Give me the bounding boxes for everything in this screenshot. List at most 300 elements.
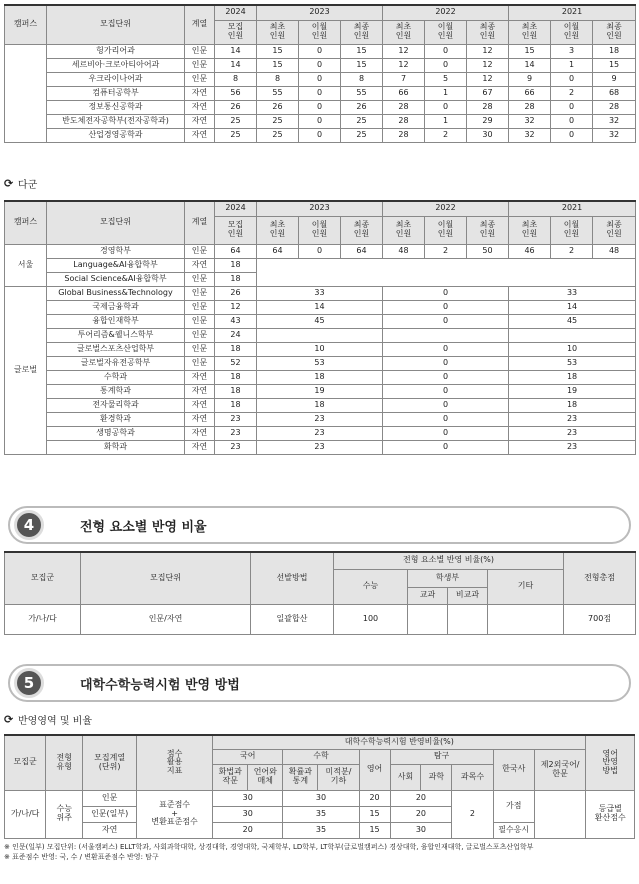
header-carry: 이월 인원 (425, 216, 467, 244)
s5-type: 수능 위주 (46, 790, 83, 838)
value-cell: 30 (467, 128, 509, 142)
value-2023: 19 (257, 384, 383, 398)
header-final: 최종 인원 (341, 216, 383, 244)
value-2024: 18 (215, 370, 257, 384)
s5-header-science: 과학 (421, 764, 452, 790)
value-cell: 9 (593, 72, 636, 86)
header-final: 최종 인원 (467, 216, 509, 244)
unit-cell: 헝가리어과 (47, 44, 185, 58)
s5-group: 가/나/다 (5, 790, 46, 838)
value-2023: 10 (257, 342, 383, 356)
value-cell: 28 (383, 128, 425, 142)
table-row (5, 384, 636, 398)
header-carry: 이월 인원 (299, 216, 341, 244)
footnote-2: ※ 표준점수 반영: 국, 수 / 변환표준점수 반영: 탐구 (4, 852, 159, 861)
s4-etc (488, 604, 564, 634)
track-cell: 자연 (185, 100, 215, 114)
value-2022: 0 (383, 286, 509, 300)
value-2024: 18 (215, 384, 257, 398)
blank-cell (257, 258, 636, 286)
value-cell: 12 (383, 44, 425, 58)
table-row (5, 342, 636, 356)
value-2021: 10 (509, 342, 636, 356)
value-cell: 1 (551, 58, 593, 72)
value-cell: 0 (551, 128, 593, 142)
campus-cell (5, 44, 47, 142)
value-cell: 48 (593, 244, 636, 258)
table-row (5, 300, 636, 314)
value-cell: 12 (467, 44, 509, 58)
s5-math: 30 (283, 790, 359, 806)
header-campus: 캠퍼스 (5, 201, 47, 244)
value-cell: 32 (509, 114, 551, 128)
value-cell: 9 (509, 72, 551, 86)
value-2024: 18 (215, 272, 257, 286)
value-cell: 15 (341, 58, 383, 72)
value-cell: 66 (383, 86, 425, 100)
track-cell: 인문 (185, 356, 215, 370)
value-cell: 14 (215, 44, 257, 58)
value-2023: 45 (257, 314, 383, 328)
table-row (5, 328, 636, 342)
s5-header-eng-method: 영어 반영 방법 (586, 735, 635, 790)
s5-history-1: 가점 (493, 790, 534, 822)
value-cell: 0 (425, 58, 467, 72)
unit-cell: 투어리즘&웰니스학부 (47, 328, 185, 342)
value-cell: 14 (509, 58, 551, 72)
s5-english: 15 (359, 806, 390, 822)
section4-banner (4, 506, 635, 544)
value-cell: 12 (467, 72, 509, 86)
value-cell: 0 (299, 128, 341, 142)
header-carry: 이월 인원 (551, 216, 593, 244)
header-2024: 2024 (215, 201, 257, 216)
value-cell: 28 (509, 100, 551, 114)
s5-header-history: 한국사 (493, 749, 534, 790)
track-cell: 자연 (185, 86, 215, 100)
table1-block (4, 4, 635, 143)
s5-header-math: 수학 (283, 749, 359, 764)
section5-number: 5 (14, 668, 44, 698)
value-cell: 32 (593, 128, 636, 142)
value-cell: 25 (341, 128, 383, 142)
s5-header-inquiry: 탐구 (390, 749, 493, 764)
value-cell: 32 (509, 128, 551, 142)
s5-header-k1: 화법과 작문 (213, 764, 248, 790)
value-cell: 66 (509, 86, 551, 100)
s4-header-total: 전형총점 (564, 552, 636, 604)
track-cell: 인문 (185, 244, 215, 258)
s5-inquiry: 20 (390, 806, 452, 822)
value-2024: 64 (215, 244, 257, 258)
value-2023: 23 (257, 426, 383, 440)
value-2024: 23 (215, 412, 257, 426)
track-cell: 인문 (185, 314, 215, 328)
header-2022: 2022 (383, 5, 509, 20)
s5-korean: 30 (213, 790, 283, 806)
value-cell: 8 (257, 72, 299, 86)
value-2024: 18 (215, 258, 257, 272)
value-cell: 0 (299, 72, 341, 86)
table-row (5, 440, 636, 454)
value-2022: 0 (383, 356, 509, 370)
table-row (5, 58, 636, 72)
value-2022: 0 (383, 342, 509, 356)
value-cell: 1 (425, 86, 467, 100)
header-final: 최종 인원 (341, 20, 383, 44)
value-cell: 0 (551, 100, 593, 114)
recruitment-history-table-2 (4, 200, 636, 455)
value-cell: 28 (467, 100, 509, 114)
value-cell: 64 (341, 244, 383, 258)
header-carry: 이월 인원 (299, 20, 341, 44)
track-cell: 인문 (185, 58, 215, 72)
header-unit: 모집단위 (47, 201, 185, 244)
value-2022: 0 (383, 370, 509, 384)
value-cell: 64 (257, 244, 299, 258)
section4-title: 전형 요소별 반영 비율 (80, 520, 207, 535)
value-2021: 18 (509, 398, 636, 412)
value-2024: 23 (215, 440, 257, 454)
s5-header-k2: 언어와 매체 (248, 764, 283, 790)
value-cell: 32 (593, 114, 636, 128)
refresh-arrow-icon: ⟳ (4, 712, 14, 726)
value-cell: 25 (215, 128, 257, 142)
header-2021: 2021 (509, 5, 636, 20)
table-row (5, 286, 636, 300)
s4-header-nonsubject: 비교과 (448, 587, 488, 604)
section-dagun-heading (4, 176, 635, 190)
value-2024: 26 (215, 286, 257, 300)
value-cell: 46 (509, 244, 551, 258)
value-cell: 48 (383, 244, 425, 258)
table-row (5, 356, 636, 370)
value-cell: 12 (467, 58, 509, 72)
s5-header-second-lang: 제2외국어/ 한문 (534, 749, 586, 790)
unit-cell: 글로벌자유전공학부 (47, 356, 185, 370)
value-cell: 0 (299, 86, 341, 100)
s5-header-group: 모집군 (5, 735, 46, 790)
s5-header-m2: 미적분/ 기하 (318, 764, 359, 790)
track-cell: 자연 (185, 114, 215, 128)
s4-header-ratio: 전형 요소별 반영 비율(%) (334, 552, 564, 569)
table-row (5, 426, 636, 440)
track-cell: 자연 (185, 128, 215, 142)
s4-header-unit: 모집단위 (81, 552, 251, 604)
s4-header-student-record: 학생부 (408, 569, 488, 587)
value-cell: 26 (257, 100, 299, 114)
table-row (5, 412, 636, 426)
value-cell: 25 (341, 114, 383, 128)
s4-header-subject: 교과 (408, 587, 448, 604)
header-carry: 이월 인원 (551, 20, 593, 44)
value-cell: 25 (215, 114, 257, 128)
unit-cell: 글로벌스포츠산업학부 (47, 342, 185, 356)
track-cell: 인문 (185, 272, 215, 286)
campus-global: 글로벌 (5, 286, 47, 454)
value-2024: 24 (215, 328, 257, 342)
track-cell: 자연 (185, 258, 215, 272)
section5-banner (4, 664, 635, 702)
header-2023: 2023 (257, 5, 383, 20)
s4-unit: 인문/자연 (81, 604, 251, 634)
value-2024: 23 (215, 426, 257, 440)
value-2021: 19 (509, 384, 636, 398)
value-cell: 2 (551, 86, 593, 100)
header-recruit: 모집 인원 (215, 20, 257, 44)
value-cell: 18 (593, 44, 636, 58)
value-2021: 23 (509, 426, 636, 440)
value-2024: 12 (215, 300, 257, 314)
value-2023: 53 (257, 356, 383, 370)
s5-header-score: 점수 활용 지표 (136, 735, 212, 790)
value-2024: 18 (215, 342, 257, 356)
s5-header-social: 사회 (390, 764, 421, 790)
selection-ratio-table (4, 551, 636, 635)
value-cell: 56 (215, 86, 257, 100)
value-cell: 8 (341, 72, 383, 86)
value-cell: 2 (425, 244, 467, 258)
header-2022: 2022 (383, 201, 509, 216)
value-cell: 0 (299, 58, 341, 72)
value-2023 (257, 328, 383, 342)
value-cell: 0 (299, 100, 341, 114)
s4-group: 가/나/다 (5, 604, 81, 634)
s4-nonsubject (448, 604, 488, 634)
unit-cell: Social Science&AI융합학부 (47, 272, 185, 286)
unit-cell: 화학과 (47, 440, 185, 454)
s5-eng-method: 등급별 환산점수 (586, 790, 635, 838)
unit-cell: 생명공학과 (47, 426, 185, 440)
table-row (5, 244, 636, 258)
unit-cell: 통계학과 (47, 384, 185, 398)
value-2021: 18 (509, 370, 636, 384)
recruitment-history-table-1 (4, 4, 636, 143)
header-recruit: 모집 인원 (215, 216, 257, 244)
value-cell: 26 (341, 100, 383, 114)
unit-cell: 전자물리학과 (47, 398, 185, 412)
header-2021: 2021 (509, 201, 636, 216)
s5-track: 인문(일부) (83, 806, 137, 822)
s4-subject (408, 604, 448, 634)
value-2022: 0 (383, 426, 509, 440)
value-2022: 0 (383, 398, 509, 412)
value-cell: 25 (257, 114, 299, 128)
value-cell: 14 (215, 58, 257, 72)
s5-header-ratio: 대학수학능력시험 반영비율(%) (213, 735, 586, 749)
section5-title: 대학수학능력시험 반영 방법 (80, 678, 240, 693)
s4-method: 일괄합산 (251, 604, 334, 634)
value-2021: 23 (509, 412, 636, 426)
header-2024: 2024 (215, 5, 257, 20)
unit-cell: Global Business&Technology (47, 286, 185, 300)
unit-cell: 수학과 (47, 370, 185, 384)
table-row (5, 72, 636, 86)
value-cell: 28 (383, 100, 425, 114)
s4-header-etc: 기타 (488, 569, 564, 604)
header-initial: 최초 인원 (383, 216, 425, 244)
track-cell: 자연 (185, 398, 215, 412)
value-2022: 0 (383, 300, 509, 314)
value-cell: 0 (551, 72, 593, 86)
table-row (5, 398, 636, 412)
value-cell: 25 (257, 128, 299, 142)
section5-subheading (4, 712, 635, 726)
table-row (5, 86, 636, 100)
section-dagun-label: 다군 (18, 179, 38, 191)
table-row (5, 100, 636, 114)
s4-header-group: 모집군 (5, 552, 81, 604)
suneung-ratio-table (4, 734, 635, 839)
value-2021: 23 (509, 440, 636, 454)
value-2021: 53 (509, 356, 636, 370)
value-2023: 18 (257, 370, 383, 384)
value-cell: 7 (383, 72, 425, 86)
value-2023: 33 (257, 286, 383, 300)
header-2023: 2023 (257, 201, 383, 216)
value-2023: 14 (257, 300, 383, 314)
unit-cell: 세르비아·크로아티아어과 (47, 58, 185, 72)
header-carry: 이월 인원 (425, 20, 467, 44)
value-2024: 43 (215, 314, 257, 328)
header-final: 최종 인원 (593, 216, 636, 244)
s4-total: 700점 (564, 604, 636, 634)
value-cell: 3 (551, 44, 593, 58)
value-cell: 0 (299, 114, 341, 128)
value-2021 (509, 328, 636, 342)
table2-block (4, 200, 635, 455)
header-initial: 최초 인원 (509, 20, 551, 44)
value-cell: 0 (551, 114, 593, 128)
s5-header-korean: 국어 (213, 749, 283, 764)
value-cell: 0 (425, 100, 467, 114)
value-cell: 0 (299, 244, 341, 258)
header-track: 계열 (185, 5, 215, 44)
s5-track: 자연 (83, 822, 137, 838)
s4-header-method: 선발방법 (251, 552, 334, 604)
value-2023: 23 (257, 412, 383, 426)
unit-cell: 환경학과 (47, 412, 185, 426)
campus-seoul: 서울 (5, 244, 47, 286)
value-cell: 15 (341, 44, 383, 58)
track-cell: 인문 (185, 300, 215, 314)
header-track: 계열 (185, 201, 215, 244)
s5-inquiry: 30 (390, 822, 452, 838)
value-2022 (383, 328, 509, 342)
header-initial: 최초 인원 (509, 216, 551, 244)
track-cell: 자연 (185, 440, 215, 454)
value-cell: 15 (257, 44, 299, 58)
unit-cell: 융합인재학부 (47, 314, 185, 328)
value-cell: 15 (257, 58, 299, 72)
track-cell: 자연 (185, 370, 215, 384)
value-2023: 23 (257, 440, 383, 454)
value-2023: 18 (257, 398, 383, 412)
unit-cell: 정보통신공학과 (47, 100, 185, 114)
s5-english: 15 (359, 822, 390, 838)
track-cell: 인문 (185, 328, 215, 342)
s5-history-2: 필수응시 (493, 822, 534, 838)
value-cell: 2 (425, 128, 467, 142)
table-row (5, 258, 636, 272)
table-row (5, 314, 636, 328)
s5-korean: 20 (213, 822, 283, 838)
table4-block (4, 551, 635, 635)
table5-block (4, 734, 635, 862)
value-cell: 68 (593, 86, 636, 100)
unit-cell: 산업경영공학과 (47, 128, 185, 142)
s5-math: 35 (283, 806, 359, 822)
s4-suneung: 100 (334, 604, 408, 634)
track-cell: 인문 (185, 342, 215, 356)
header-final: 최종 인원 (593, 20, 636, 44)
s5-second-lang (534, 790, 586, 838)
value-2021: 14 (509, 300, 636, 314)
value-cell: 0 (425, 44, 467, 58)
s5-header-count: 과목수 (452, 764, 493, 790)
value-cell: 55 (257, 86, 299, 100)
value-cell: 29 (467, 114, 509, 128)
s5-score: 표준점수 + 변환표준점수 (136, 790, 212, 838)
value-cell: 1 (425, 114, 467, 128)
unit-cell: Language&AI융합학부 (47, 258, 185, 272)
refresh-arrow-icon: ⟳ (4, 176, 14, 190)
track-cell: 자연 (185, 384, 215, 398)
value-2024: 18 (215, 398, 257, 412)
value-2022: 0 (383, 384, 509, 398)
value-2022: 0 (383, 412, 509, 426)
s5-korean: 30 (213, 806, 283, 822)
s5-header-english: 영어 (359, 749, 390, 790)
value-2021: 45 (509, 314, 636, 328)
value-cell: 2 (551, 244, 593, 258)
unit-cell: 국제금융학과 (47, 300, 185, 314)
unit-cell: 우크라이나어과 (47, 72, 185, 86)
value-cell: 28 (593, 100, 636, 114)
s5-inquiry: 20 (390, 790, 452, 806)
header-initial: 최초 인원 (383, 20, 425, 44)
value-2022: 0 (383, 314, 509, 328)
header-initial: 최초 인원 (257, 20, 299, 44)
section5-sub-label: 반영영역 및 비율 (18, 715, 92, 727)
value-cell: 0 (299, 44, 341, 58)
table-row (5, 128, 636, 142)
unit-cell: 경영학부 (47, 244, 185, 258)
track-cell: 인문 (185, 44, 215, 58)
value-cell: 12 (383, 58, 425, 72)
value-cell: 26 (215, 100, 257, 114)
track-cell: 자연 (185, 412, 215, 426)
table-row (5, 44, 636, 58)
track-cell: 자연 (185, 426, 215, 440)
value-cell: 8 (215, 72, 257, 86)
header-campus: 캠퍼스 (5, 5, 47, 44)
value-cell: 15 (593, 58, 636, 72)
s4-header-suneung: 수능 (334, 569, 408, 604)
track-cell: 인문 (185, 72, 215, 86)
value-2021: 33 (509, 286, 636, 300)
s5-track: 인문 (83, 790, 137, 806)
s5-count: 2 (452, 790, 493, 838)
header-final: 최종 인원 (467, 20, 509, 44)
track-cell: 인문 (185, 286, 215, 300)
s5-header-type: 전형 유형 (46, 735, 83, 790)
header-initial: 최초 인원 (257, 216, 299, 244)
table-row (5, 370, 636, 384)
table-row (5, 114, 636, 128)
section4-number: 4 (14, 510, 44, 540)
value-cell: 55 (341, 86, 383, 100)
